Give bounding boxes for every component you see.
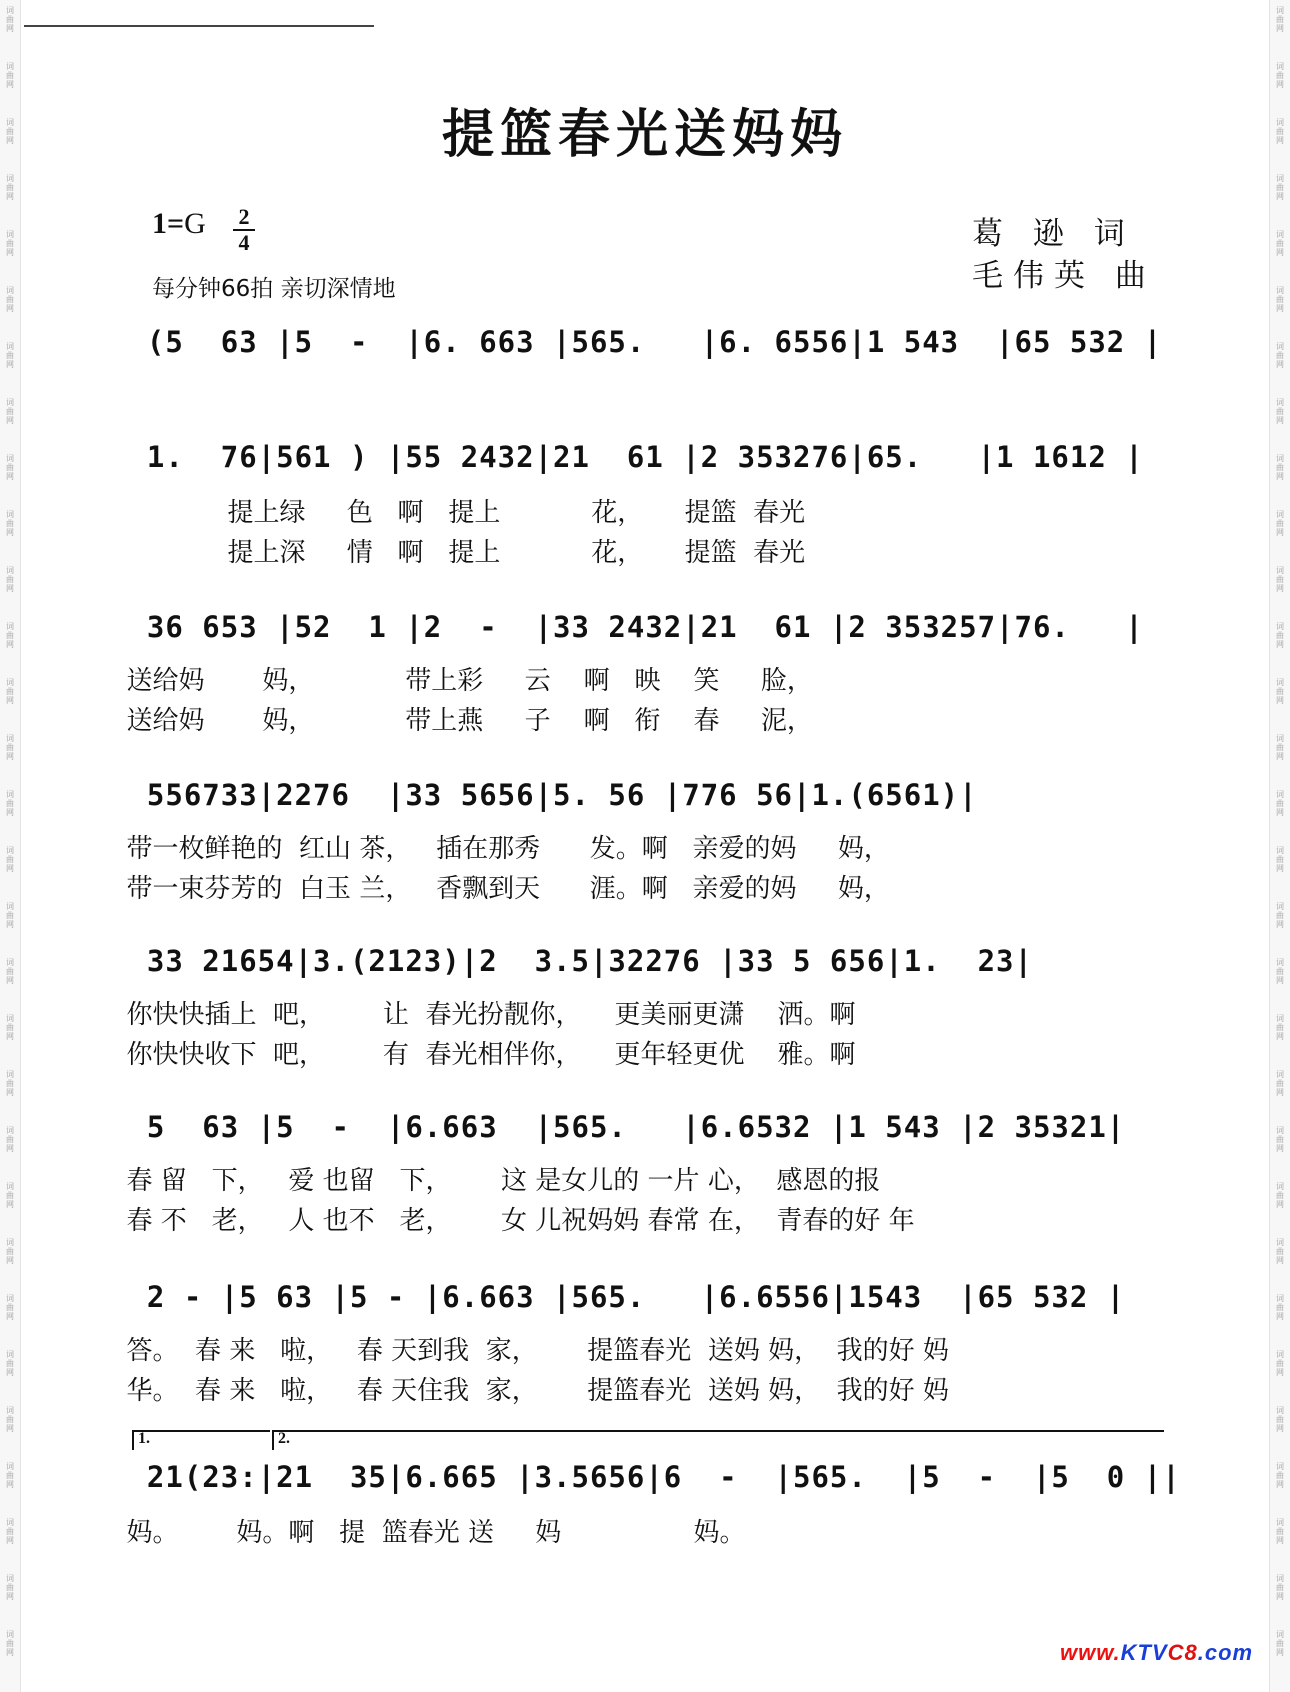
watermark-text: 词曲网 bbox=[6, 342, 14, 369]
lyric-line-verse2: 送给妈 妈， 带上燕 子 啊 衔 春 泥， bbox=[110, 706, 813, 736]
watermark-text: 词曲网 bbox=[1276, 1518, 1284, 1545]
watermark-text: 词曲网 bbox=[1276, 958, 1284, 985]
notation-line: 33 21654|3.(2123)|2 3.5|32276 |33 5 656|1. 23| bbox=[110, 944, 1033, 978]
watermark-text: 词曲网 bbox=[6, 1406, 14, 1433]
tempo-marking: 每分钟66拍 亲切深情地 bbox=[152, 276, 396, 302]
watermark-text: 词曲网 bbox=[6, 174, 14, 201]
watermark-text: 词曲网 bbox=[6, 1294, 14, 1321]
watermark-text: 词曲网 bbox=[6, 1126, 14, 1153]
watermark-text: 词曲网 bbox=[1276, 902, 1284, 929]
watermark-text: 词曲网 bbox=[1276, 118, 1284, 145]
watermark-text: 词曲网 bbox=[1276, 510, 1284, 537]
watermark-text: 词曲网 bbox=[6, 622, 14, 649]
watermark-text: 词曲网 bbox=[6, 1462, 14, 1489]
watermark-text: 词曲网 bbox=[1276, 1126, 1284, 1153]
watermark-text: 词曲网 bbox=[1276, 230, 1284, 257]
watermark-text: 词曲网 bbox=[6, 1238, 14, 1265]
watermark-text: 词曲网 bbox=[1276, 1070, 1284, 1097]
watermark-text: 词曲网 bbox=[6, 230, 14, 257]
lyric-line-verse2: 你快快收下 吧， 有 春光相伴你， 更年轻更优 雅。啊 bbox=[110, 1040, 856, 1070]
watermark-text: 词曲网 bbox=[6, 678, 14, 705]
watermark-text: 词曲网 bbox=[1276, 1014, 1284, 1041]
watermark-text: 词曲网 bbox=[6, 902, 14, 929]
right-watermark-strip bbox=[1269, 0, 1290, 1692]
time-signature-top: 2 bbox=[238, 204, 250, 229]
watermark-text: 词曲网 bbox=[1276, 1630, 1284, 1657]
lyric-line-verse2: 春 不 老， 人 也不 老， 女 儿祝妈妈 春常 在， 青春的好 年 bbox=[110, 1206, 915, 1236]
website-prefix: www. bbox=[1060, 1640, 1121, 1665]
notation-line: 5 63 |5 - |6.663 |565. |6.6532 |1 543 |2 35321| bbox=[110, 1110, 1126, 1144]
watermark-text: 词曲网 bbox=[6, 1182, 14, 1209]
watermark-text: 词曲网 bbox=[1276, 1294, 1284, 1321]
lyric-line-verse1: 春 留 下， 爱 也留 下， 这 是女儿的 一片 心， 感恩的报 bbox=[110, 1166, 881, 1196]
watermark-text: 词曲网 bbox=[6, 1070, 14, 1097]
watermark-text: 词曲网 bbox=[1276, 1350, 1284, 1377]
watermark-text: 词曲网 bbox=[1276, 286, 1284, 313]
watermark-text: 词曲网 bbox=[6, 1014, 14, 1041]
notation-line: (5 63 |5 - |6. 663 |565. |6. 6556|1 543 |65 532 | bbox=[110, 325, 1163, 359]
watermark-text: 词曲网 bbox=[1276, 1574, 1284, 1601]
watermark-text: 词曲网 bbox=[1276, 1462, 1284, 1489]
website-ktv: KTV bbox=[1120, 1640, 1168, 1665]
notation-line: 1. 76|561 ) |55 2432|21 61 |2 353276|65. |1 1612 | bbox=[110, 440, 1144, 474]
watermark-text: 词曲网 bbox=[6, 286, 14, 313]
watermark-text: 词曲网 bbox=[6, 790, 14, 817]
watermark-text: 词曲网 bbox=[6, 1630, 14, 1657]
website-c8: C8 bbox=[1167, 1640, 1198, 1665]
watermark-text: 词曲网 bbox=[6, 118, 14, 145]
time-signature-bottom: 4 bbox=[238, 230, 250, 255]
first-ending-bracket bbox=[132, 1430, 270, 1450]
watermark-text: 词曲网 bbox=[1276, 1182, 1284, 1209]
notation-line: 21(23:|21 35|6.665 |3.5656|6 - |565. |5 - |5 0 || bbox=[110, 1460, 1181, 1494]
key-prefix: 1= bbox=[152, 207, 185, 240]
watermark-text: 词曲网 bbox=[6, 846, 14, 873]
notation-line: 2 - |5 63 |5 - |6.663 |565. |6.6556|1543 |65 532 | bbox=[110, 1280, 1126, 1314]
watermark-text: 词曲网 bbox=[1276, 790, 1284, 817]
lyric-line-verse1: 提上绿 色 啊 提上 花， 提篮 春光 bbox=[120, 498, 806, 528]
lyric-line-verse1: 答。 春 来 啦， 春 天到我 家， 提篮春光 送妈 妈， 我的好 妈 bbox=[110, 1336, 949, 1366]
key-note: G bbox=[184, 207, 206, 240]
watermark-text: 词曲网 bbox=[1276, 454, 1284, 481]
notation-line: 556733|2276 |33 5656|5. 56 |776 56|1.(6561)| bbox=[110, 778, 978, 812]
lyric-line-verse1: 妈。 妈。啊 提 篮春光 送 妈 妈。 bbox=[110, 1518, 746, 1548]
time-signature bbox=[233, 206, 255, 254]
watermark-text: 词曲网 bbox=[1276, 566, 1284, 593]
lyric-line-verse1: 带一枚鲜艳的 红山 茶， 插在那秀 发。啊 亲爱的妈 妈， bbox=[110, 834, 890, 864]
first-ending-label: 1. bbox=[138, 1430, 150, 1447]
watermark-text: 词曲网 bbox=[1276, 398, 1284, 425]
watermark-text: 词曲网 bbox=[6, 1350, 14, 1377]
watermark-text: 词曲网 bbox=[6, 398, 14, 425]
watermark-text: 词曲网 bbox=[6, 1518, 14, 1545]
song-title: 提篮春光送妈妈 bbox=[441, 104, 848, 165]
watermark-text: 词曲网 bbox=[6, 454, 14, 481]
left-watermark-strip bbox=[0, 0, 21, 1692]
key-signature bbox=[152, 207, 206, 241]
watermark-text: 词曲网 bbox=[1276, 62, 1284, 89]
watermark-text: 词曲网 bbox=[6, 958, 14, 985]
second-ending-label: 2. bbox=[278, 1430, 290, 1447]
lyric-line-verse1: 你快快插上 吧， 让 春光扮靓你， 更美丽更潇 洒。啊 bbox=[110, 1000, 856, 1030]
notation-line: 36 653 |52 1 |2 - |33 2432|21 61 |2 353257|76. | bbox=[110, 610, 1144, 644]
watermark-text: 词曲网 bbox=[1276, 1238, 1284, 1265]
lyric-line-verse2: 华。 春 来 啦， 春 天住我 家， 提篮春光 送妈 妈， 我的好 妈 bbox=[110, 1376, 949, 1406]
composer-credit: 毛伟英 曲 bbox=[972, 258, 1156, 294]
watermark-text: 词曲网 bbox=[1276, 174, 1284, 201]
watermark-text: 词曲网 bbox=[1276, 846, 1284, 873]
website-suffix: .com bbox=[1197, 1640, 1254, 1665]
watermark-text: 词曲网 bbox=[1276, 734, 1284, 761]
lyric-line-verse2: 带一束芬芳的 白玉 兰， 香飘到天 涯。啊 亲爱的妈 妈， bbox=[110, 874, 890, 904]
top-rule bbox=[24, 25, 374, 27]
watermark-text: 词曲网 bbox=[1276, 622, 1284, 649]
watermark-text: 词曲网 bbox=[1276, 678, 1284, 705]
lyric-line-verse1: 送给妈 妈， 带上彩 云 啊 映 笑 脸， bbox=[110, 666, 813, 696]
lyricist-credit: 葛 逊 词 bbox=[972, 216, 1135, 252]
second-ending-bracket bbox=[272, 1430, 1164, 1450]
watermark-text: 词曲网 bbox=[6, 1574, 14, 1601]
watermark-text: 词曲网 bbox=[1276, 342, 1284, 369]
watermark-text: 词曲网 bbox=[6, 734, 14, 761]
watermark-text: 词曲网 bbox=[1276, 1406, 1284, 1433]
watermark-text: 词曲网 bbox=[6, 566, 14, 593]
watermark-text: 词曲网 bbox=[6, 6, 14, 33]
website-watermark[interactable] bbox=[1060, 1640, 1253, 1666]
watermark-text: 词曲网 bbox=[1276, 6, 1284, 33]
lyric-line-verse2: 提上深 情 啊 提上 花， 提篮 春光 bbox=[120, 538, 806, 568]
watermark-text: 词曲网 bbox=[6, 510, 14, 537]
watermark-text: 词曲网 bbox=[6, 62, 14, 89]
